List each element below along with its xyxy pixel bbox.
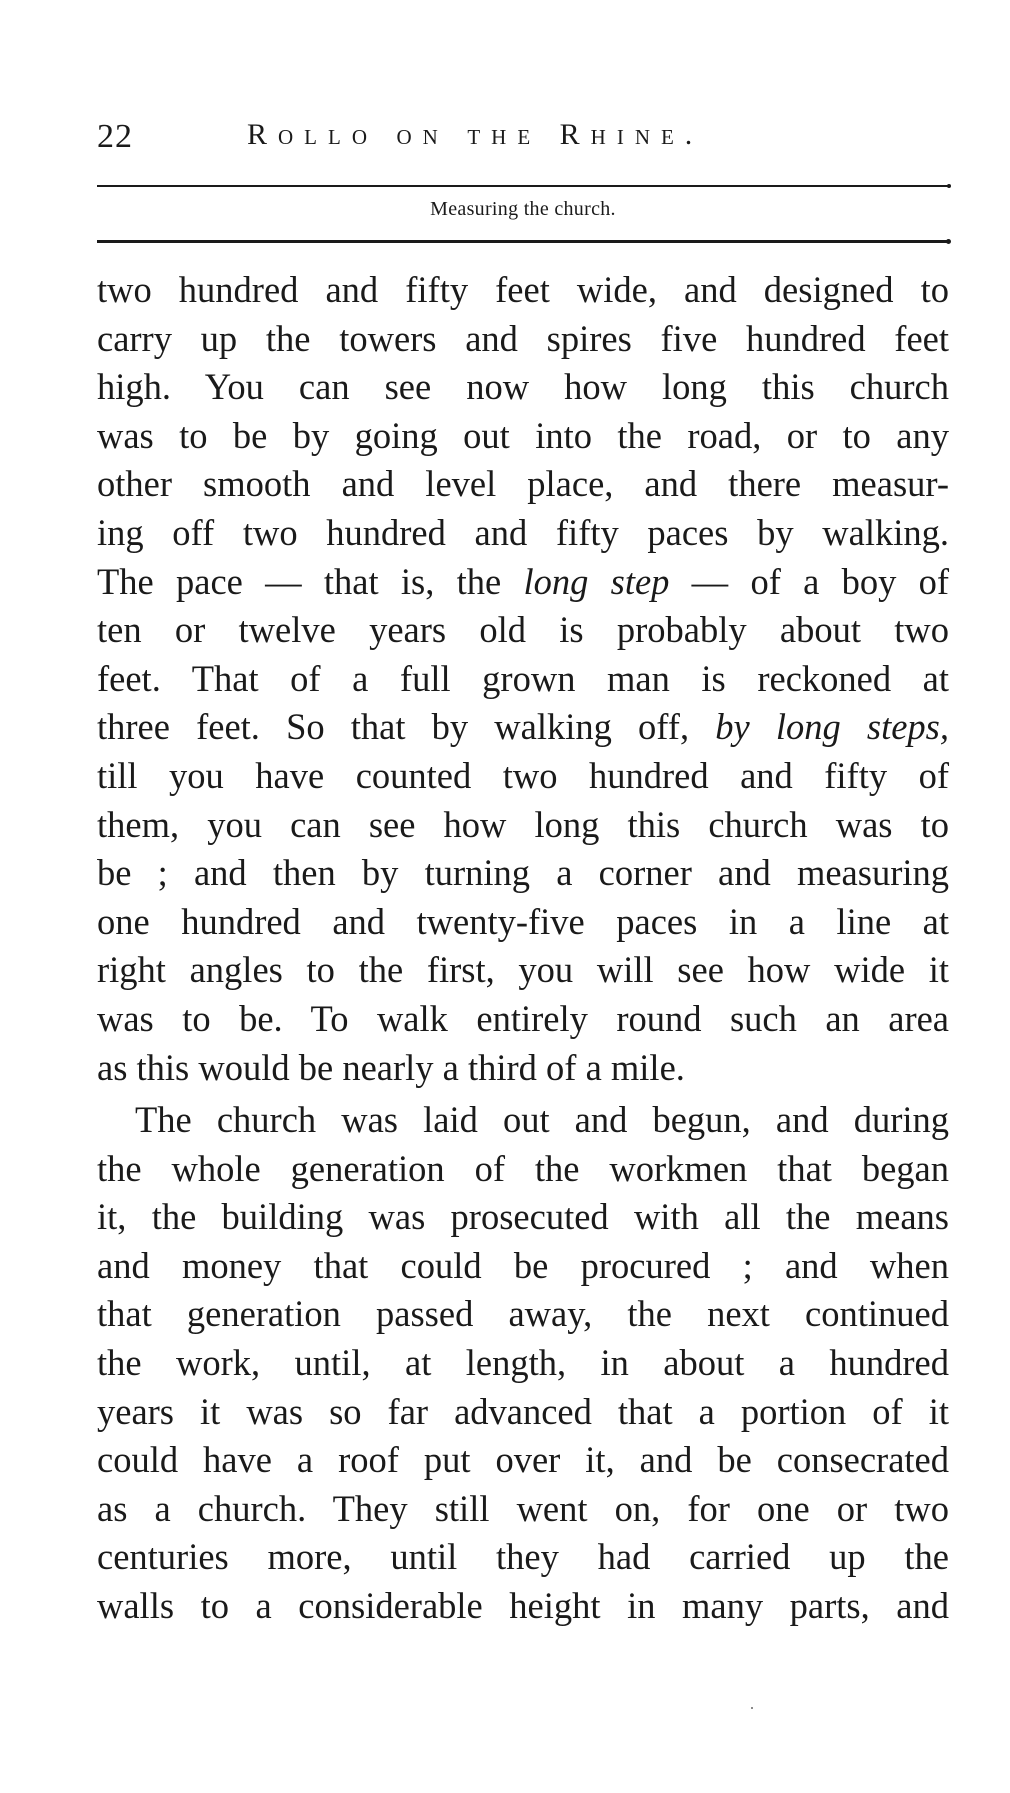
- paragraph-2: [97, 1096, 949, 1631]
- text-line: right angles to the first, you will see how wide it: [97, 949, 949, 991]
- scan-speck: [751, 1707, 753, 1709]
- text-line: high. You can see now how long this church: [97, 366, 949, 408]
- text-line: walls to a considerable height in many parts, and: [97, 1585, 949, 1627]
- text-run: — of a boy of: [669, 560, 949, 602]
- text-line: was to be. To walk entirely round such an area: [97, 997, 949, 1039]
- running-head: [97, 118, 949, 168]
- text-line: [97, 703, 949, 752]
- text-line: centuries more, until they had carried up the: [97, 1536, 949, 1578]
- text-line: two hundred and fifty feet wide, and designed to: [97, 269, 949, 310]
- paragraph-1: [97, 266, 949, 1092]
- text-line: was to be by going out into the road, or to any: [97, 414, 949, 456]
- section-subheading: Measuring the church.: [430, 198, 616, 220]
- text-line: as a church. They still went on, for one or two: [97, 1487, 949, 1529]
- text-line: ing off two hundred and fifty paces by walking.: [97, 511, 949, 553]
- text-line: carry up the towers and spires five hundred feet: [97, 317, 949, 359]
- page-number: 22: [97, 118, 133, 155]
- top-rule: [97, 185, 949, 187]
- text-line: that generation passed away, the next continued: [97, 1293, 949, 1335]
- text-line: till you have counted two hundred and fifty of: [97, 754, 949, 796]
- text-line: other smooth and level place, and there measur-: [97, 463, 949, 505]
- text-line: the whole generation of the workmen that began: [97, 1147, 949, 1189]
- text-run: three feet. So that by walking off,: [97, 706, 716, 748]
- text-line: it, the building was prosecuted with all the means: [97, 1196, 949, 1238]
- text-run: The pace — that is, the: [97, 560, 524, 602]
- text-line: [97, 558, 949, 607]
- text-line: and money that could be procured ; and when: [97, 1244, 949, 1286]
- text-line: The church was laid out and begun, and during: [135, 1099, 949, 1141]
- italic-emphasis: by long steps,: [715, 706, 950, 748]
- text-line: years it was so far advanced that a portion of it: [97, 1390, 949, 1432]
- text-line: the work, until, at length, in about a hundred: [97, 1342, 949, 1384]
- text-line: ten or twelve years old is probably about two: [97, 609, 949, 651]
- text-line: as this would be nearly a third of a mile.: [97, 1046, 685, 1088]
- text-line: be ; and then by turning a corner and measuring: [97, 852, 949, 894]
- text-line: one hundred and twenty-five paces in a line at: [97, 900, 949, 942]
- body-text: [97, 266, 949, 1631]
- book-title: Rollo on the Rhine.: [247, 118, 704, 151]
- text-line: could have a roof put over it, and be consecrated: [97, 1439, 949, 1481]
- bottom-rule: [97, 240, 949, 243]
- text-line: them, you can see how long this church was to: [97, 803, 949, 845]
- text-line: feet. That of a full grown man is reckoned at: [97, 657, 949, 699]
- italic-emphasis: long step: [523, 560, 670, 602]
